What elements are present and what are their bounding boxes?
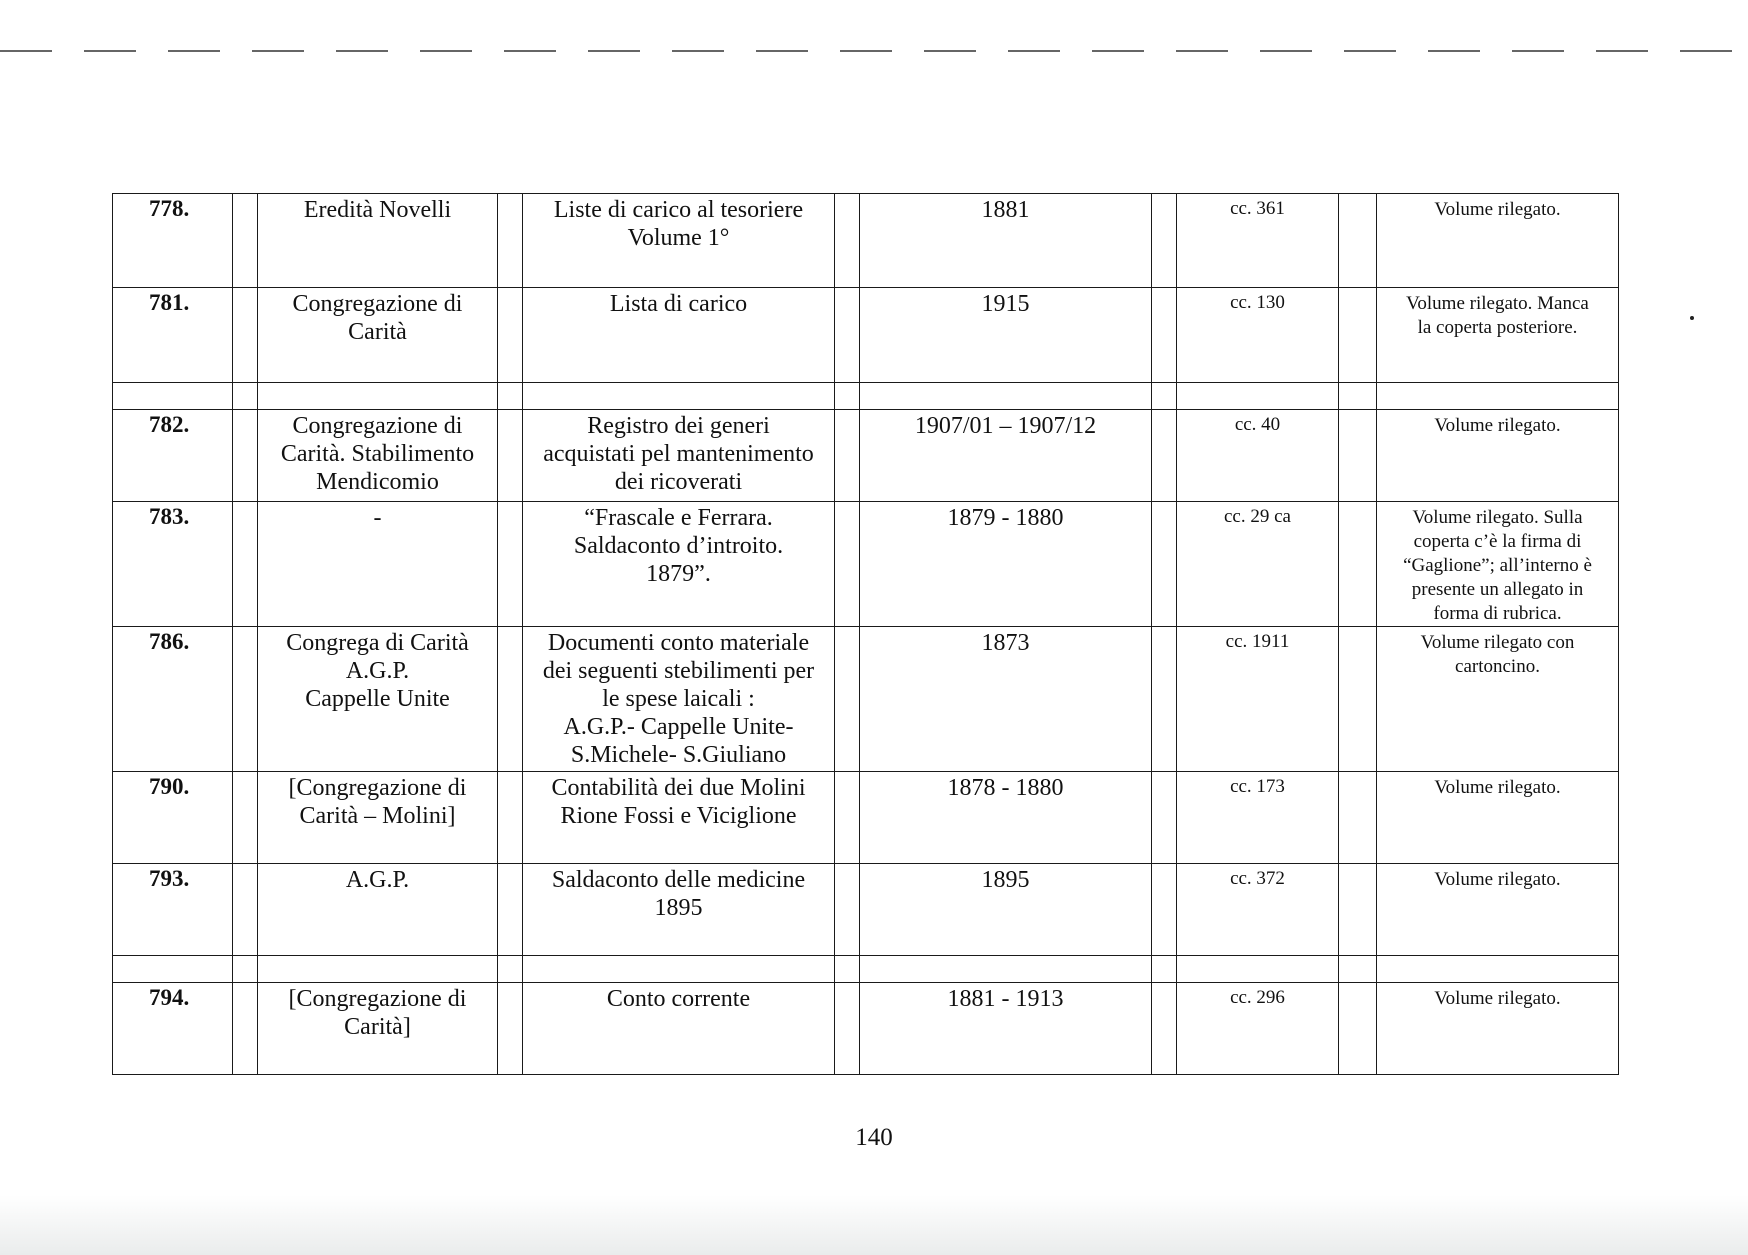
record-title — [523, 983, 835, 1075]
record-date: 1881 — [860, 194, 1152, 288]
empty-cell — [860, 383, 1152, 410]
record-notes-line: “Gaglione”; all’interno è — [1403, 555, 1592, 576]
column-gap — [1152, 194, 1177, 288]
record-notes-line: cartoncino. — [1455, 656, 1540, 677]
record-entity-line: Carità. Stabilimento — [280, 441, 475, 467]
empty-cell — [1377, 956, 1619, 983]
record-sheets: cc. 361 — [1177, 194, 1339, 288]
record-title — [523, 288, 835, 383]
record-entity-line: Eredità Novelli — [303, 197, 452, 223]
empty-cell — [113, 383, 233, 410]
record-date: 1907/01 – 1907/12 — [860, 410, 1152, 502]
inventory-table — [112, 193, 1619, 1075]
column-gap — [835, 772, 860, 864]
scan-shadow — [0, 1195, 1748, 1255]
record-number: 778. — [113, 194, 233, 288]
scan-speck — [1690, 316, 1694, 320]
record-entity-line: A.G.P. — [345, 867, 410, 893]
record-number: 793. — [113, 864, 233, 956]
record-notes — [1377, 410, 1619, 502]
empty-cell — [860, 956, 1152, 983]
column-gap — [1339, 410, 1377, 502]
column-gap — [498, 410, 523, 502]
empty-cell — [523, 956, 835, 983]
record-entity-line: A.G.P. — [345, 658, 410, 684]
record-title-line: dei ricoverati — [614, 469, 743, 495]
column-gap — [835, 983, 860, 1075]
empty-cell — [258, 956, 498, 983]
record-title — [523, 194, 835, 288]
column-gap — [233, 194, 258, 288]
record-notes-line: Volume rilegato. Sulla — [1412, 507, 1583, 528]
scan-dashed-rule — [0, 50, 1748, 52]
column-gap — [835, 864, 860, 956]
column-gap — [1152, 410, 1177, 502]
column-gap — [1152, 502, 1177, 627]
record-notes — [1377, 502, 1619, 627]
record-sheets: cc. 372 — [1177, 864, 1339, 956]
record-number: 783. — [113, 502, 233, 627]
record-notes-line: coperta c’è la firma di — [1413, 531, 1582, 552]
record-title-line: 1879”. — [646, 561, 711, 587]
empty-cell — [1377, 383, 1619, 410]
record-sheets: cc. 130 — [1177, 288, 1339, 383]
column-gap — [233, 502, 258, 627]
record-sheets: cc. 29 ca — [1177, 502, 1339, 627]
record-title — [523, 772, 835, 864]
record-title-line: Contabilità dei due Molini — [551, 775, 806, 801]
column-gap — [233, 288, 258, 383]
column-gap — [498, 627, 523, 772]
record-date: 1878 - 1880 — [860, 772, 1152, 864]
record-title-line: Lista di carico — [609, 291, 748, 317]
record-notes-line: la coperta posteriore. — [1417, 317, 1578, 338]
record-entity-line: [Congregazione di — [288, 986, 467, 1012]
record-notes — [1377, 983, 1619, 1075]
column-gap — [498, 502, 523, 627]
empty-cell — [835, 956, 860, 983]
column-gap — [835, 410, 860, 502]
column-gap — [498, 194, 523, 288]
empty-cell — [523, 383, 835, 410]
empty-cell — [258, 383, 498, 410]
record-number: 782. — [113, 410, 233, 502]
table-row — [113, 410, 1619, 502]
record-notes — [1377, 288, 1619, 383]
record-entity — [258, 288, 498, 383]
record-entity — [258, 864, 498, 956]
column-gap — [1339, 194, 1377, 288]
record-notes-line: Volume rilegato. — [1434, 869, 1561, 890]
column-gap — [498, 983, 523, 1075]
record-notes-line: Volume rilegato. — [1434, 199, 1561, 220]
column-gap — [1152, 864, 1177, 956]
inventory-table-body — [113, 194, 1619, 1075]
column-gap — [233, 983, 258, 1075]
column-gap — [1339, 627, 1377, 772]
column-gap — [233, 410, 258, 502]
record-title-line: Liste di carico al tesoriere — [553, 197, 804, 223]
record-entity — [258, 502, 498, 627]
column-gap — [1152, 983, 1177, 1075]
column-gap — [1152, 627, 1177, 772]
column-gap — [1339, 772, 1377, 864]
empty-cell — [1177, 956, 1339, 983]
record-number: 786. — [113, 627, 233, 772]
record-number: 781. — [113, 288, 233, 383]
record-entity — [258, 194, 498, 288]
record-title-line: Saldaconto d’introito. — [573, 533, 784, 559]
record-entity-line: Carità – Molini] — [299, 803, 456, 829]
empty-cell — [1152, 383, 1177, 410]
record-entity — [258, 772, 498, 864]
empty-cell — [498, 956, 523, 983]
empty-cell — [113, 956, 233, 983]
record-sheets: cc. 296 — [1177, 983, 1339, 1075]
column-gap — [835, 194, 860, 288]
page-number: 140 — [855, 1124, 893, 1151]
record-title — [523, 864, 835, 956]
empty-cell — [498, 383, 523, 410]
empty-cell — [1152, 956, 1177, 983]
record-notes-line: forma di rubrica. — [1433, 603, 1562, 624]
record-entity-line: Congrega di Carità — [286, 630, 469, 656]
table-row — [113, 627, 1619, 772]
record-entity-line: Congregazione di — [292, 413, 463, 439]
empty-cell — [233, 956, 258, 983]
record-title-line: Conto corrente — [606, 986, 751, 1012]
record-sheets: cc. 173 — [1177, 772, 1339, 864]
record-notes-line: presente un allegato in — [1411, 579, 1584, 600]
record-entity-line: Carità — [348, 319, 407, 345]
empty-cell — [1177, 383, 1339, 410]
record-entity-line: - — [373, 505, 382, 531]
record-date: 1915 — [860, 288, 1152, 383]
record-title — [523, 502, 835, 627]
record-notes-line: Volume rilegato. — [1434, 777, 1561, 798]
record-notes — [1377, 627, 1619, 772]
record-entity-line: Mendicomio — [316, 469, 439, 495]
record-title-line: S.Michele- S.Giuliano — [570, 742, 787, 768]
record-date: 1895 — [860, 864, 1152, 956]
record-title-line: “Frascale e Ferrara. — [584, 505, 773, 531]
record-sheets: cc. 40 — [1177, 410, 1339, 502]
record-notes-line: Volume rilegato. Manca — [1406, 293, 1589, 314]
record-title-line: acquistati pel mantenimento — [543, 441, 814, 467]
column-gap — [233, 627, 258, 772]
record-title-line: Registro dei generi — [587, 413, 770, 439]
empty-cell — [1339, 956, 1377, 983]
column-gap — [498, 864, 523, 956]
record-title — [523, 410, 835, 502]
empty-cell — [835, 383, 860, 410]
column-gap — [835, 627, 860, 772]
record-notes-line: Volume rilegato. — [1434, 415, 1561, 436]
record-notes-line: Volume rilegato con — [1420, 632, 1575, 653]
record-date: 1873 — [860, 627, 1152, 772]
record-date: 1879 - 1880 — [860, 502, 1152, 627]
column-gap — [1339, 864, 1377, 956]
column-gap — [835, 502, 860, 627]
table-row — [113, 502, 1619, 627]
table-row — [113, 288, 1619, 383]
record-entity-line: Congregazione di — [292, 291, 463, 317]
record-title-line: Volume 1° — [627, 225, 730, 251]
record-notes — [1377, 772, 1619, 864]
column-gap — [1152, 288, 1177, 383]
spacer-row — [113, 956, 1619, 983]
table-row — [113, 864, 1619, 956]
record-title-line: A.G.P.- Cappelle Unite- — [563, 714, 794, 740]
record-title-line: Saldaconto delle medicine — [551, 867, 806, 893]
column-gap — [498, 288, 523, 383]
record-sheets: cc. 1911 — [1177, 627, 1339, 772]
table-row — [113, 772, 1619, 864]
column-gap — [233, 864, 258, 956]
record-notes — [1377, 194, 1619, 288]
record-title-line: dei seguenti stebilimenti per — [542, 658, 815, 684]
column-gap — [498, 772, 523, 864]
column-gap — [1339, 288, 1377, 383]
column-gap — [1152, 772, 1177, 864]
empty-cell — [233, 383, 258, 410]
empty-cell — [1339, 383, 1377, 410]
record-title-line: Rione Fossi e Viciglione — [560, 803, 797, 829]
record-entity — [258, 983, 498, 1075]
table-row — [113, 194, 1619, 288]
record-title — [523, 627, 835, 772]
record-entity-line: Carità] — [344, 1014, 411, 1040]
column-gap — [233, 772, 258, 864]
record-entity-line: Cappelle Unite — [305, 686, 450, 712]
record-date: 1881 - 1913 — [860, 983, 1152, 1075]
record-title-line: Documenti conto materiale — [547, 630, 810, 656]
record-notes-line: Volume rilegato. — [1434, 988, 1561, 1009]
record-number: 790. — [113, 772, 233, 864]
record-entity-line: [Congregazione di — [288, 775, 467, 801]
record-title-line: 1895 — [654, 895, 703, 921]
record-notes — [1377, 864, 1619, 956]
record-title-line: le spese laicali : — [602, 686, 755, 712]
column-gap — [1339, 983, 1377, 1075]
record-entity — [258, 410, 498, 502]
record-entity — [258, 627, 498, 772]
record-number: 794. — [113, 983, 233, 1075]
column-gap — [835, 288, 860, 383]
column-gap — [1339, 502, 1377, 627]
spacer-row — [113, 383, 1619, 410]
table-row — [113, 983, 1619, 1075]
